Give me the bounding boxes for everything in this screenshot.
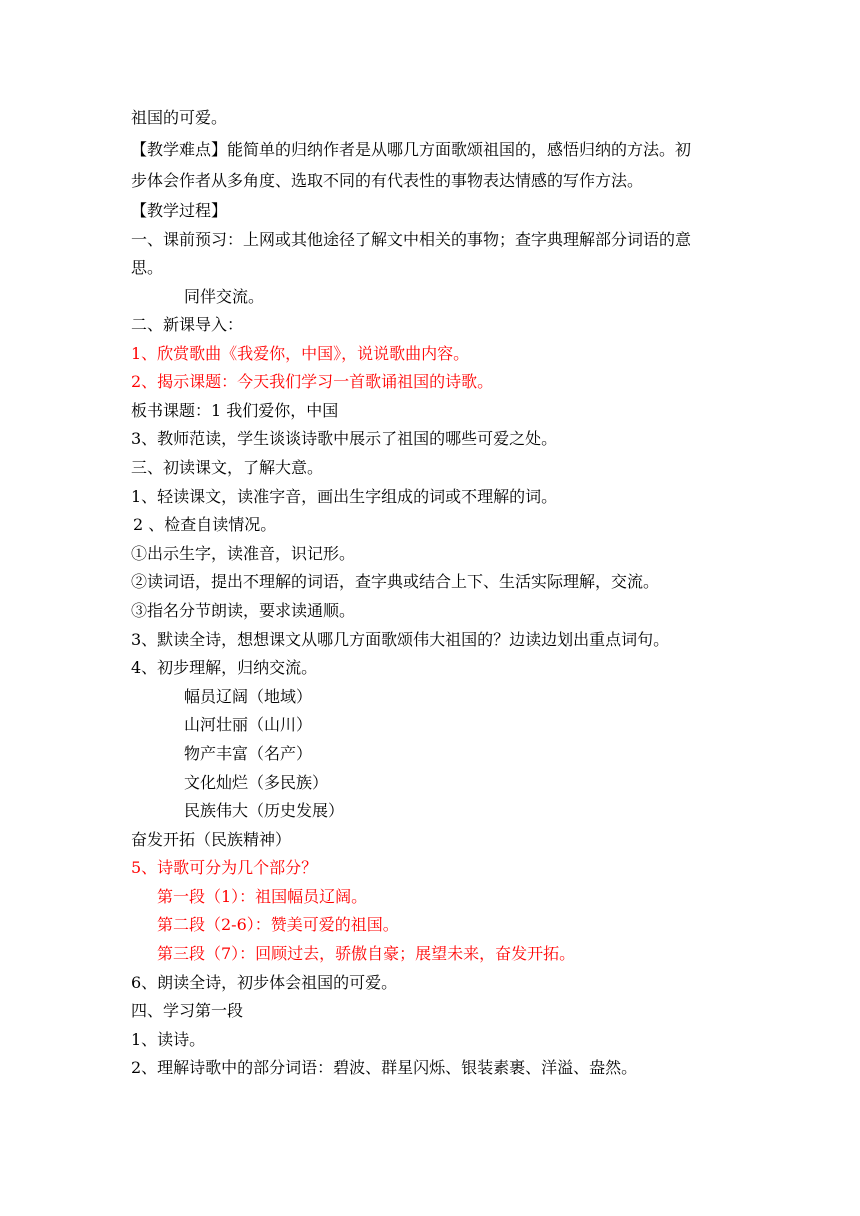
text-line: 【教学难点】能简单的归纳作者是从哪几方面歌颂祖国的，感悟归纳的方法。初 (131, 140, 692, 159)
text-line: 1、读诗。 (131, 1030, 206, 1049)
text-line: ①出示生字，读准音，识记形。 (131, 544, 356, 563)
text-line: 4、初步理解，归纳交流。 (131, 658, 318, 677)
text-line: ②读词语，提出不理解的词语，查字典或结合上下、生活实际理解，交流。 (131, 572, 660, 591)
text-line: 步体会作者从多角度、选取不同的有代表性的事物表达情感的写作方法。 (131, 171, 644, 190)
text-line: 思。 (131, 258, 164, 277)
text-line: 板书课题：1 我们爱你，中国 (131, 401, 339, 420)
text-line: 6、朗读全诗，初步体会祖国的可爱。 (131, 973, 398, 992)
text-line-highlight: 第二段（2-6）：赞美可爱的祖国。 (157, 915, 399, 934)
text-line: 山河壮丽（山川） (184, 715, 313, 734)
text-line: 一、课前预习：上网或其他途径了解文中相关的事物；查字典理解部分词语的意 (131, 230, 692, 249)
text-line: 四、学习第一段 (131, 1001, 244, 1020)
text-line: 三、初读课文，了解大意。 (131, 458, 324, 477)
text-line: 3、默读全诗，想想课文从哪几方面歌颂伟大祖国的？边读边划出重点词句。 (131, 630, 670, 649)
text-line: 3、教师范读，学生谈谈诗歌中展示了祖国的哪些可爱之处。 (131, 429, 558, 448)
text-line: 文化灿烂（多民族） (184, 773, 329, 792)
text-line: 【教学过程】 (131, 201, 228, 220)
text-line: ③指名分节朗读，要求读通顺。 (131, 601, 356, 620)
text-line: 2、理解诗歌中的部分词语：碧波、群星闪烁、银装素裹、洋溢、盎然。 (131, 1058, 638, 1077)
text-line: 同伴交流。 (184, 287, 265, 306)
text-line: 二、新课导入： (131, 315, 244, 334)
text-line: 祖国的可爱。 (131, 108, 228, 127)
text-line: 2 、检查自读情况。 (133, 515, 277, 534)
text-line-highlight: 2、揭示课题：今天我们学习一首歌诵祖国的诗歌。 (131, 372, 494, 391)
text-line: 物产丰富（名产） (184, 744, 313, 763)
text-line: 1、轻读课文，读准字音，画出生字组成的词或不理解的词。 (131, 487, 558, 506)
text-line-highlight: 5、诗歌可分为几个部分？ (131, 858, 318, 877)
text-line-highlight: 1、欣赏歌曲《我爱你，中国》，说说歌曲内容。 (131, 344, 470, 363)
text-line: 民族伟大（历史发展） (184, 801, 345, 820)
text-line-highlight: 第一段（1）：祖国幅员辽阔。 (157, 887, 368, 906)
text-line-highlight: 第三段（7）：回顾过去，骄傲自豪；展望未来，奋发开拓。 (157, 944, 576, 963)
text-line: 奋发开拓（民族精神） (131, 830, 292, 849)
text-line: 幅员辽阔（地域） (184, 687, 313, 706)
